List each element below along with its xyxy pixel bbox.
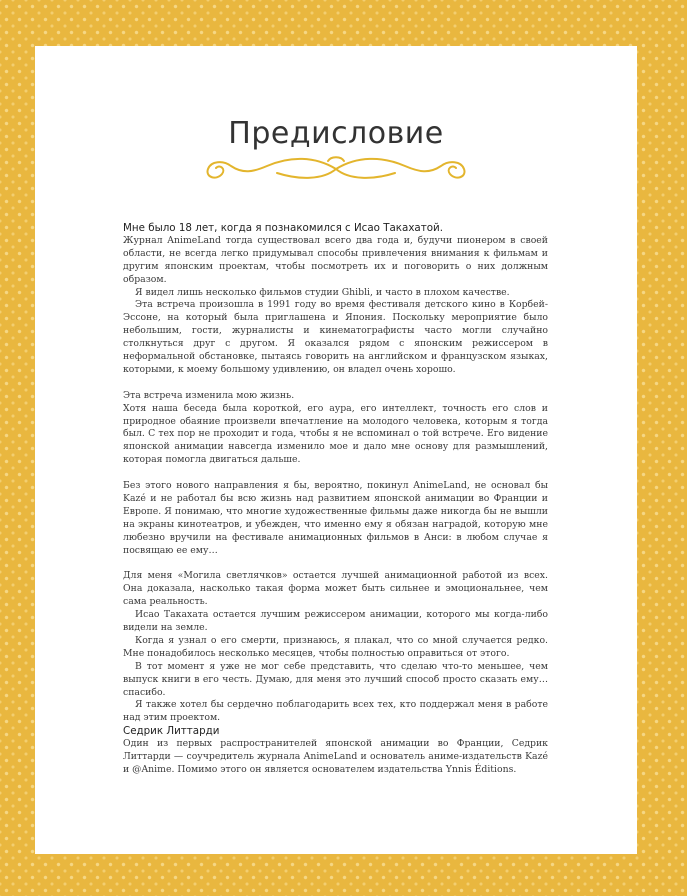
lead-sentence: Мне было 18 лет, когда я познакомился с Исао Такахатой.: [123, 222, 444, 234]
page-title: Предисловие: [228, 116, 444, 151]
paragraph: Журнал AnimeLand тогда существовал всего два года и, будучи пионером в своей области, не всегда легко придумывал способы привлечения внимания к фильмам и другим японским проектам, чтобы посмотреть их и поговорить о них должным образом.: [123, 234, 548, 285]
book-page: [35, 46, 637, 854]
paragraph: Для меня «Могила светлячков» остается лучшей анимационной работой из всех. Она доказала, насколько такая форма может быть сильнее и эмоциональнее, чем сама реальность.: [123, 570, 548, 608]
paragraph: Когда я узнал о его смерти, признаюсь, я плакал, что со мной случается редко. Мне понадобилось несколько месяцев, чтобы полностью оправиться от этого.: [123, 634, 548, 659]
paragraph: Я также хотел бы сердечно поблагодарить всех тех, кто поддержал меня в работе над этим проектом.: [123, 699, 548, 724]
paragraph: Исао Такахата остается лучшим режиссером анимации, которого мы когда-либо видели на земле.: [123, 609, 548, 634]
paragraph: Эта встреча изменила мою жизнь.: [123, 389, 295, 401]
author-signature: Седрик Литтарди: [123, 725, 220, 738]
ornament-flourish-icon: [195, 152, 477, 186]
paragraph: Я видел лишь несколько фильмов студии Ghibli, и часто в плохом качестве.: [135, 286, 510, 298]
paragraph: Без этого нового направления я бы, вероятно, покинул AnimeLand, не основал бы Kazé и не работал бы всю жизнь над развитием японской анимации во Франции и Европе. Я понимаю, что многие художественные фильмы даже никогда бы не вышли на экраны кинотеатров, и убежден, что именно ему я обязан наградой, которую мне любезно вручили на фестивале анимационных фильмов в Анси: в любом случае я посвящаю ее ему…: [123, 480, 548, 556]
paragraph: Хотя наша беседа была короткой, его аура, его интеллект, точность его слов и природное обаяние произвели впечатление на молодого человека, которым я тогда был. С тех пор не проходит и года, чтобы я не вспоминал о той встрече. Его видение японской анимации навсегда изменило мое и дало мне основу для размышлений, которая помогла двигаться дальше.: [123, 402, 548, 466]
foreword-text: [123, 222, 548, 777]
author-bio: Один из первых распространителей японской анимации во Франции, Седрик Литтарди — соучредитель журнала AnimeLand и основатель аниме-издательств Kazé и @Anime. Помимо этого он является основателем издательства Ynnis Éditions.: [123, 738, 548, 776]
paragraph: Эта встреча произошла в 1991 году во время фестиваля детского кино в Корбей-Эссоне, на который была приглашена и Япония. Поскольку мероприятие было небольшим, гости, журналисты и кинематографисты часто могли случайно столкнуться друг с другом. Я оказался рядом с японским режиссером в неформальной обстановке, пытаясь говорить на английском и французском языках, которыми, к моему большому удивлению, он владел очень хорошо.: [123, 299, 548, 375]
paragraph: В тот момент я уже не мог себе представить, что сделаю что-то меньшее, чем выпуск книги в его честь. Думаю, для меня это лучший способ просто сказать ему… спасибо.: [123, 660, 548, 698]
